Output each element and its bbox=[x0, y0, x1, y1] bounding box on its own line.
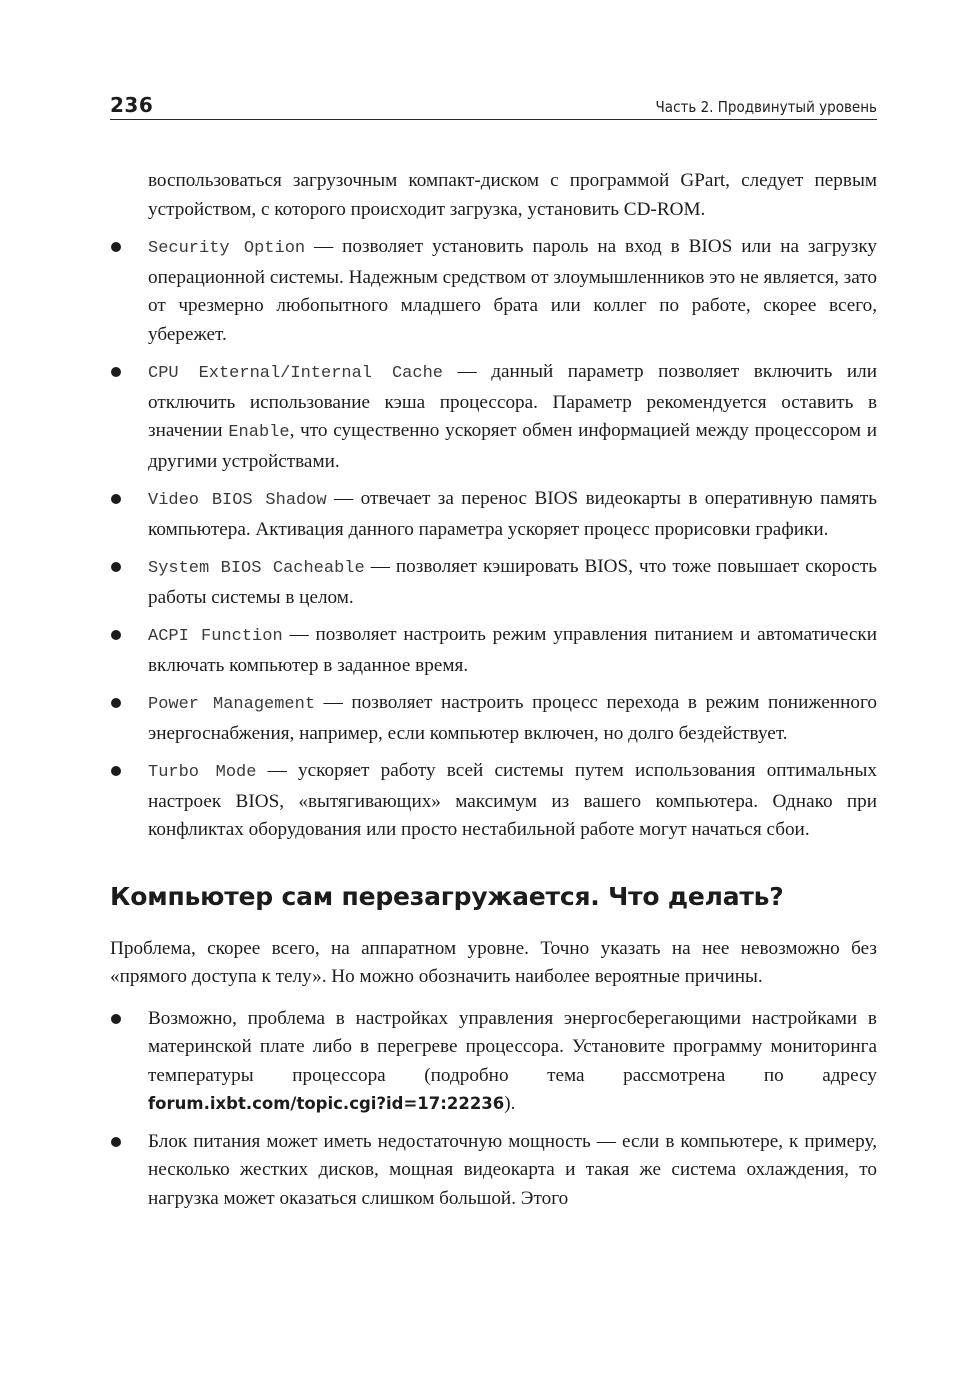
list-item-cpu-cache bbox=[110, 358, 877, 476]
bios-options-list bbox=[110, 233, 877, 845]
section-heading: Компьютер сам перезагружается. Что делать? bbox=[110, 881, 784, 911]
list-item-cause-power-settings bbox=[110, 1005, 877, 1119]
page-number: 236 bbox=[110, 93, 154, 117]
forum-link[interactable]: forum.ixbt.com/topic.cgi?id=17:22236 bbox=[148, 1094, 505, 1113]
option-description: — позволяет кэшировать BIOS, что тоже повышает скорость работы системы в целом. bbox=[148, 556, 877, 608]
option-name: System BIOS Cacheable bbox=[148, 559, 365, 578]
list-item-cause-power-supply bbox=[110, 1128, 877, 1214]
option-value: Enable bbox=[228, 423, 290, 442]
cause-text: Возможно, проблема в настройках управления энергосберегающими настройками в материнской плате либо в перегреве процессора. Установите программу мониторинга температуры процессора (подробно тема рассмотрена по адресу bbox=[148, 1007, 877, 1086]
list-item-video-bios-shadow bbox=[110, 485, 877, 544]
cause-text: Блок питания может иметь недостаточную мощность — если в компьютере, к примеру, несколько жестких дисков, мощная видеокарта и такая же система охлаждения, то нагрузка может оказаться слишком большой. Этого bbox=[148, 1130, 877, 1209]
option-name: ACPI Function bbox=[148, 627, 283, 646]
causes-list bbox=[110, 1005, 877, 1214]
option-description: , что существенно ускоряет обмен информацией между процессором и другими устройствами. bbox=[148, 420, 877, 472]
list-item-security-option bbox=[110, 233, 877, 349]
option-description: — данный параметр позволяет включить или отключить использование кэша процессора. Параметр рекомендуется оставить в значении bbox=[148, 361, 877, 441]
option-description: — ускоряет работу всей системы путем использования оптимальных настроек BIOS, «вытягивающих» максимум из вашего компьютера. Однако при конфликтах оборудования или просто нестабильной работе могут начаться сбои. bbox=[148, 760, 877, 840]
option-name: Power Management bbox=[148, 695, 316, 714]
option-description: — позволяет настроить процесс перехода в режим пониженного энергоснабжения, например, если компьютер включен, но долго бездействует. bbox=[148, 692, 877, 744]
list-item-turbo-mode bbox=[110, 757, 877, 845]
continuation-paragraph: воспользоваться загрузочным компакт-диском с программой GPart, следует первым устройством, с которого происходит загрузка, установить CD-ROM. bbox=[148, 170, 877, 220]
list-item-acpi-function bbox=[110, 621, 877, 680]
option-name: Video BIOS Shadow bbox=[148, 491, 327, 510]
page-header bbox=[110, 88, 877, 120]
option-description: — позволяет настроить режим управления питанием и автоматически включать компьютер в заданное время. bbox=[148, 624, 877, 676]
list-item-system-bios-cacheable bbox=[110, 553, 877, 612]
option-description: — позволяет установить пароль на вход в BIOS или на загрузку операционной системы. Надежным средством от злоумышленников это не является, зато от чрезмерно любопытного младшего брата или коллег по работе, скорее всего, убережет. bbox=[148, 236, 877, 345]
section-intro: Проблема, скорее всего, на аппаратном уровне. Точно указать на нее невозможно без «прямого доступа к телу». Но можно обозначить наиболее вероятные причины. bbox=[110, 937, 877, 987]
option-name: CPU External/Internal Cache bbox=[148, 364, 443, 383]
list-item-power-management bbox=[110, 689, 877, 748]
cause-text: ). bbox=[504, 1093, 516, 1114]
running-head: Часть 2. Продвинутый уровень bbox=[655, 98, 877, 116]
option-name: Turbo Mode bbox=[148, 763, 257, 782]
book-page bbox=[110, 88, 877, 1213]
option-name: Security Option bbox=[148, 239, 306, 258]
option-description: — отвечает за перенос BIOS видеокарты в оперативную память компьютера. Активация данного параметра ускоряет процесс прорисовки графики. bbox=[148, 488, 877, 540]
